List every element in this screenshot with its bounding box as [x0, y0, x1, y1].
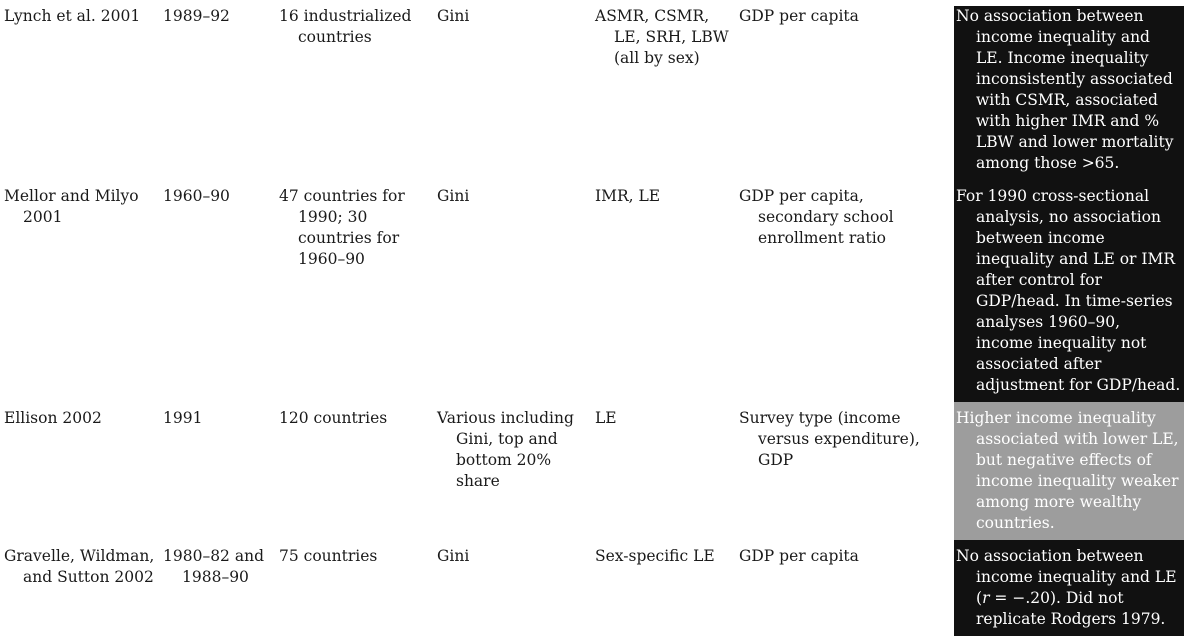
controls-cell: Survey type (income versus expenditure), GDP: [739, 409, 920, 469]
sample-cell: 75 countries: [279, 547, 378, 565]
years-cell: 1980–82 and 1988–90: [163, 547, 264, 586]
years-cell: 1991: [163, 409, 203, 427]
literature-review-table: [4, 6, 1184, 636]
result-cell-highlighted: For 1990 cross-sectional analysis, no association between income inequality and LE or IMR after control for GDP/head. In time-series analyses 1960–90, income inequality not associated after adjustment for GDP/head.: [954, 180, 1184, 402]
controls-cell: GDP per capita: [739, 547, 859, 565]
table-row: [4, 180, 1184, 402]
study-cell: Gravelle, Wildman, and Sutton 2002: [4, 547, 155, 586]
result-cell-highlighted: No association between income inequality and LE. Income inequality inconsistently associated with CSMR, associated with higher IMR and % LBW and lower mortality among those >65.: [954, 6, 1184, 180]
correlation-variable: r: [982, 589, 990, 607]
study-cell: Lynch et al. 2001: [4, 7, 141, 25]
sample-cell: 16 industrialized countries: [279, 7, 412, 46]
sample-cell: 47 countries for 1990; 30 countries for 1960–90: [279, 187, 405, 268]
table-row: [4, 6, 1184, 180]
outcome-cell: IMR, LE: [595, 187, 661, 205]
controls-cell: GDP per capita: [739, 7, 859, 25]
result-text-part: No association between income inequality and LE (: [956, 547, 1177, 607]
inequality-measure-cell: Gini: [437, 547, 470, 565]
inequality-measure-cell: Various including Gini, top and bottom 20% share: [437, 409, 574, 490]
result-cell-highlighted: Higher income inequality associated with lower LE, but negative effects of income inequality weaker among more wealthy countries.: [954, 402, 1184, 540]
inequality-measure-cell: Gini: [437, 187, 470, 205]
sample-cell: 120 countries: [279, 409, 388, 427]
outcome-cell: Sex-specific LE: [595, 547, 715, 565]
table-row: [4, 540, 1184, 636]
inequality-measure-cell: Gini: [437, 7, 470, 25]
controls-cell: GDP per capita, secondary school enrollment ratio: [739, 187, 894, 247]
study-cell: Ellison 2002: [4, 409, 102, 427]
study-cell: Mellor and Milyo 2001: [4, 187, 139, 226]
outcome-cell: LE: [595, 409, 617, 427]
result-cell-highlighted: [954, 540, 1184, 636]
result-text-part: = −.20). Did not replicate Rodgers 1979.: [976, 589, 1166, 628]
years-cell: 1989–92: [163, 7, 230, 25]
table-row: [4, 402, 1184, 540]
outcome-cell: ASMR, CSMR, LE, SRH, LBW (all by sex): [595, 7, 729, 67]
years-cell: 1960–90: [163, 187, 230, 205]
